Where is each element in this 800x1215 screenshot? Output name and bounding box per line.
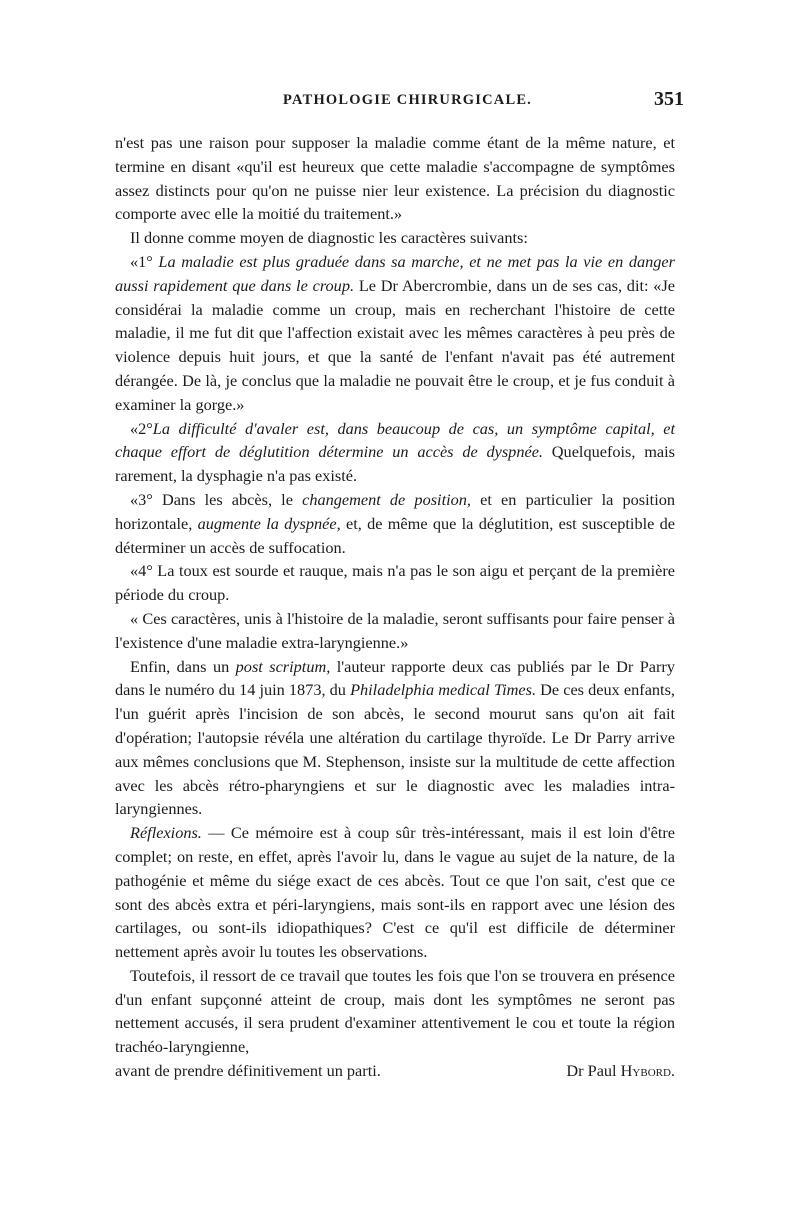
signature-prefix: Dr Paul [566,1061,621,1081]
paragraph [115,655,675,822]
paragraph: «4° La toux est sourde et rauque, mais n'a pas le son aigu et perçant de la première période du croup. [115,561,675,605]
paragraph-rest: et, de même que la déglutition, est susceptible de déterminer un accès de suffocation. [115,513,676,557]
paragraph-lead: «1° [130,251,159,271]
italic-text: Réflexions. [130,823,202,843]
page-header [115,88,684,122]
italic-text: changement de position, [302,489,471,509]
closing-text: avant de prendre définitivement un parti. [115,1061,381,1081]
paragraph-mid: l'auteur rapporte deux cas publiés par le Dr Parry dans le numéro du 14 juin 1873, du [115,656,675,700]
author-signature [566,1059,675,1083]
italic-text: La difficulté d'avaler est, dans beaucoup de cas, un symptôme capital, et chaque effort de déglutition détermine un accès de dyspnée. [115,418,675,462]
paragraph: n'est pas une raison pour supposer la maladie comme étant de la même nature, et termine en disant «qu'il est heureux que cette maladie s'accompagne de symptômes assez distincts pour qu'on ne puisse nier leur existence. La précision du diagnostic comporte avec elle la moitié du traitement.» [115,133,675,224]
paragraph-rest: — Ce mémoire est à coup sûr très-intéressant, mais il est loin d'être complet; on reste, en effet, après l'avoir lu, dans le vague au sujet de la nature, de la pathogénie et même du siége exact de ces abcès. Tout ce que l'on sait, c'est que ce sont des abcès extra et péri-laryngiens, mais sont-ils en rapport avec une lésion des cartilages, ou sont-ils idiopathiques? C'est ce qu'il est difficile de déterminer nettement après avoir lu toutes les observations. [115,823,675,962]
running-title: PATHOLOGIE CHIRURGICALE. [283,92,533,108]
paragraph: « Ces caractères, unis à l'histoire de la maladie, seront suffisants pour faire penser à l'existence d'une maladie extra-laryngienne.» [115,608,675,652]
paragraph: Il donne comme moyen de diagnostic les caractères suivants: [130,228,528,248]
italic-text: augmente la dyspnée, [197,513,341,533]
page-number: 351 [654,88,684,110]
paragraph [115,250,675,417]
paragraph-rest: Quelquefois, mais rarement, la dysphagie n'a pas existé. [115,442,675,486]
paragraph-mid: et en particulier la position horizontale, [115,489,675,533]
closing-line [115,1059,675,1083]
paragraph-lead: «2° [130,418,153,438]
paragraph-lead: «3° Dans les abcès, le [130,489,303,509]
italic-text: La maladie est plus graduée dans sa marche, et ne met pas la vie en danger aussi rapidement que dans le croup. [115,251,675,295]
paragraph-rest: De ces deux enfants, l'un guérit après l'incision de son abcès, le second mourut sans qu'on ait fait d'opération; l'autopsie révéla une altération du cartilage thyroïde. Le Dr Parry arrive aux mêmes conclusions que M. Stephenson, insiste sur la multitude de cette affection avec les abcès rétro-pharyngiens et sur le diagnostic avec les maladies intra-laryngiennes. [115,680,675,819]
paragraph [115,488,675,559]
italic-text: Philadelphia medical Times. [350,680,537,700]
signature-name: Hybord. [620,1061,675,1081]
italic-text: post scriptum, [235,656,331,676]
paragraph: Toutefois, il ressort de ce travail que toutes les fois que l'on se trouvera en présence d'un enfant supçonné atteint de croup, mais dont les symptômes ne seront pas nettement accusés, il sera prudent d'examiner attentivement le cou et toute la région trachéo-laryngienne, [115,965,675,1057]
paragraph [115,821,675,964]
paragraph-rest: Le Dr Abercrombie, dans un de ses cas, dit: «Je considérai la maladie comme un croup, mais en recherchant l'histoire de cette maladie, il me fut dit que l'affection existait avec les mêmes caractères à peu près de violence depuis huit jours, et que la santé de l'enfant n'avait pas été autrement dérangée. De là, je conclus que la maladie ne pouvait être le croup, et je fus conduit à examiner la gorge.» [115,275,676,414]
paragraph-lead: Enfin, dans un [130,656,236,676]
body-text [115,131,675,1083]
paragraph [115,417,675,488]
